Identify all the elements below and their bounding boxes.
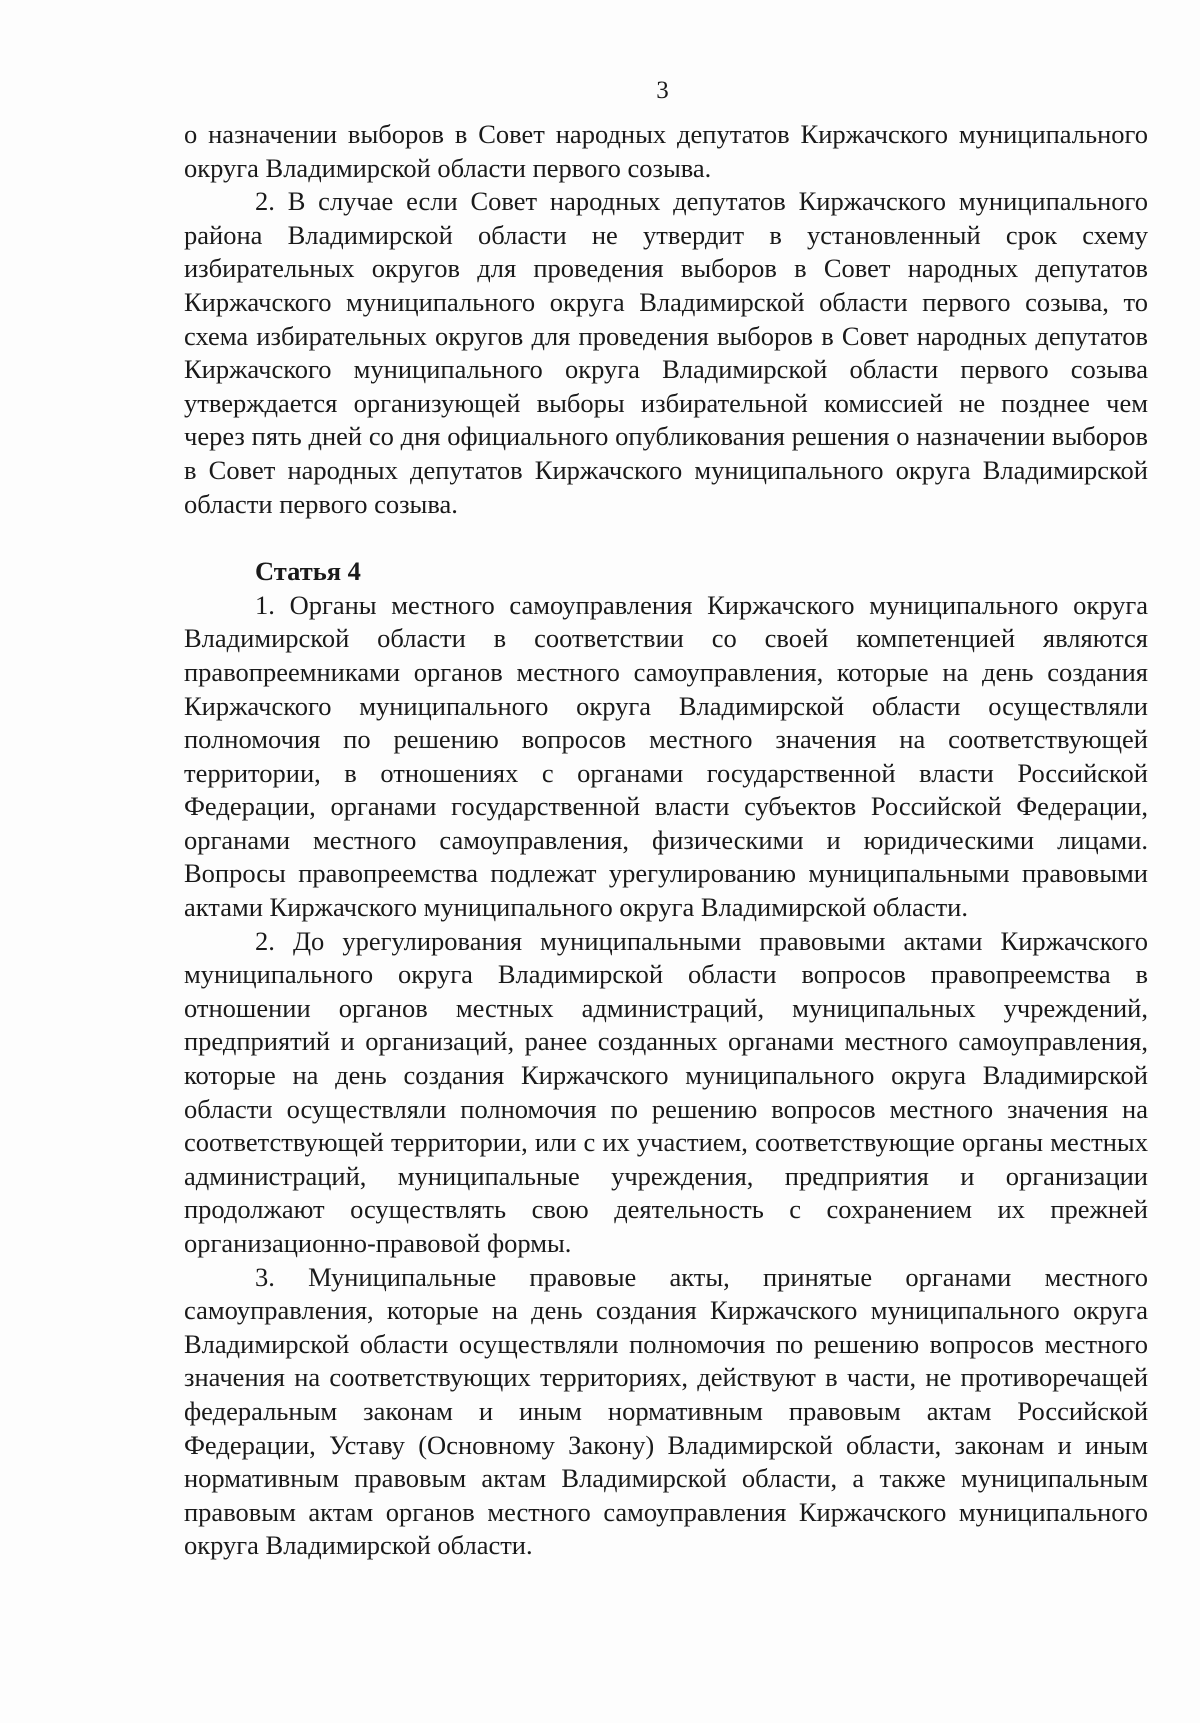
article3-item-2: 2. В случае если Совет народных депутатов Киржачского муниципального района Владимирской области не утвердит в установленный срок схему избирательных округов для проведения выборов в Совет народных депутатов Киржачского муниципального округа Владимирской области первого созыва, то схема избирательных округов для проведения выборов в Совет народных депутатов Киржачского муниципального округа Владимирской области первого созыва утверждается организующей выборы избирательной комиссией не позднее чем через пять дней со дня официального опубликования решения о назначении выборов в Совет народных депутатов Киржачского муниципального округа Владимирской области первого созыва. [184, 186, 1148, 519]
intro-fragment: о назначении выборов в Совет народных депутатов Киржачского муниципального округа Владимирской области первого созыва. [184, 119, 1148, 183]
section-gap [184, 521, 1148, 555]
article4-item-1: 1. Органы местного самоуправления Киржачского муниципального округа Владимирской области в соответствии со своей компетенцией являются правопреемниками органов местного самоуправления, которые на день создания Киржачского муниципального округа Владимирской области осуществляли полномочия по решению вопросов местного значения на соответствующей территории, в отношениях с органами государственной власти Российской Федерации, органами государственной власти субъектов Российской Федерации, органами местного самоуправления, физическими и юридическими лицами. Вопросы правопреемства подлежат урегулированию муниципальными правовыми актами Киржачского муниципального округа Владимирской области. [184, 589, 1148, 923]
article4-item-3: 3. Муниципальные правовые акты, принятые органами местного самоуправления, которые на день создания Киржачского муниципального округа Владимирской области осуществляли полномочия по решению вопросов местного значения на соответствующих территориях, действуют в части, не противоречащей федеральным законам и иным нормативным правовым актам Российской Федерации, Уставу (Основному Закону) Владимирской области, законам и иным нормативным правовым актам Владимирской области, а также муниципальным правовым актам органов местного самоуправления Киржачского муниципального округа Владимирской области. [184, 1261, 1148, 1561]
article4-item-2: 2. До урегулирования муниципальными правовыми актами Киржачского муниципального округа Владимирской области вопросов правопреемства в отношении органов местных администраций, муниципальных учреждений, предприятий и организаций, ранее созданных органами местного самоуправления, которые на день создания Киржачского муниципального округа Владимирской области осуществляли полномочия по решению вопросов местного значения на соответствующей территории, или с их участием, соответствующие органы местных администраций, муниципальные учреждения, предприятия и организации продолжают осуществлять свою деятельность с сохранением их прежней организационно-правовой формы. [184, 925, 1148, 1258]
article4-heading: Статья 4 [255, 556, 361, 587]
document-body [184, 118, 1148, 1563]
page-number: 3 [656, 77, 669, 104]
